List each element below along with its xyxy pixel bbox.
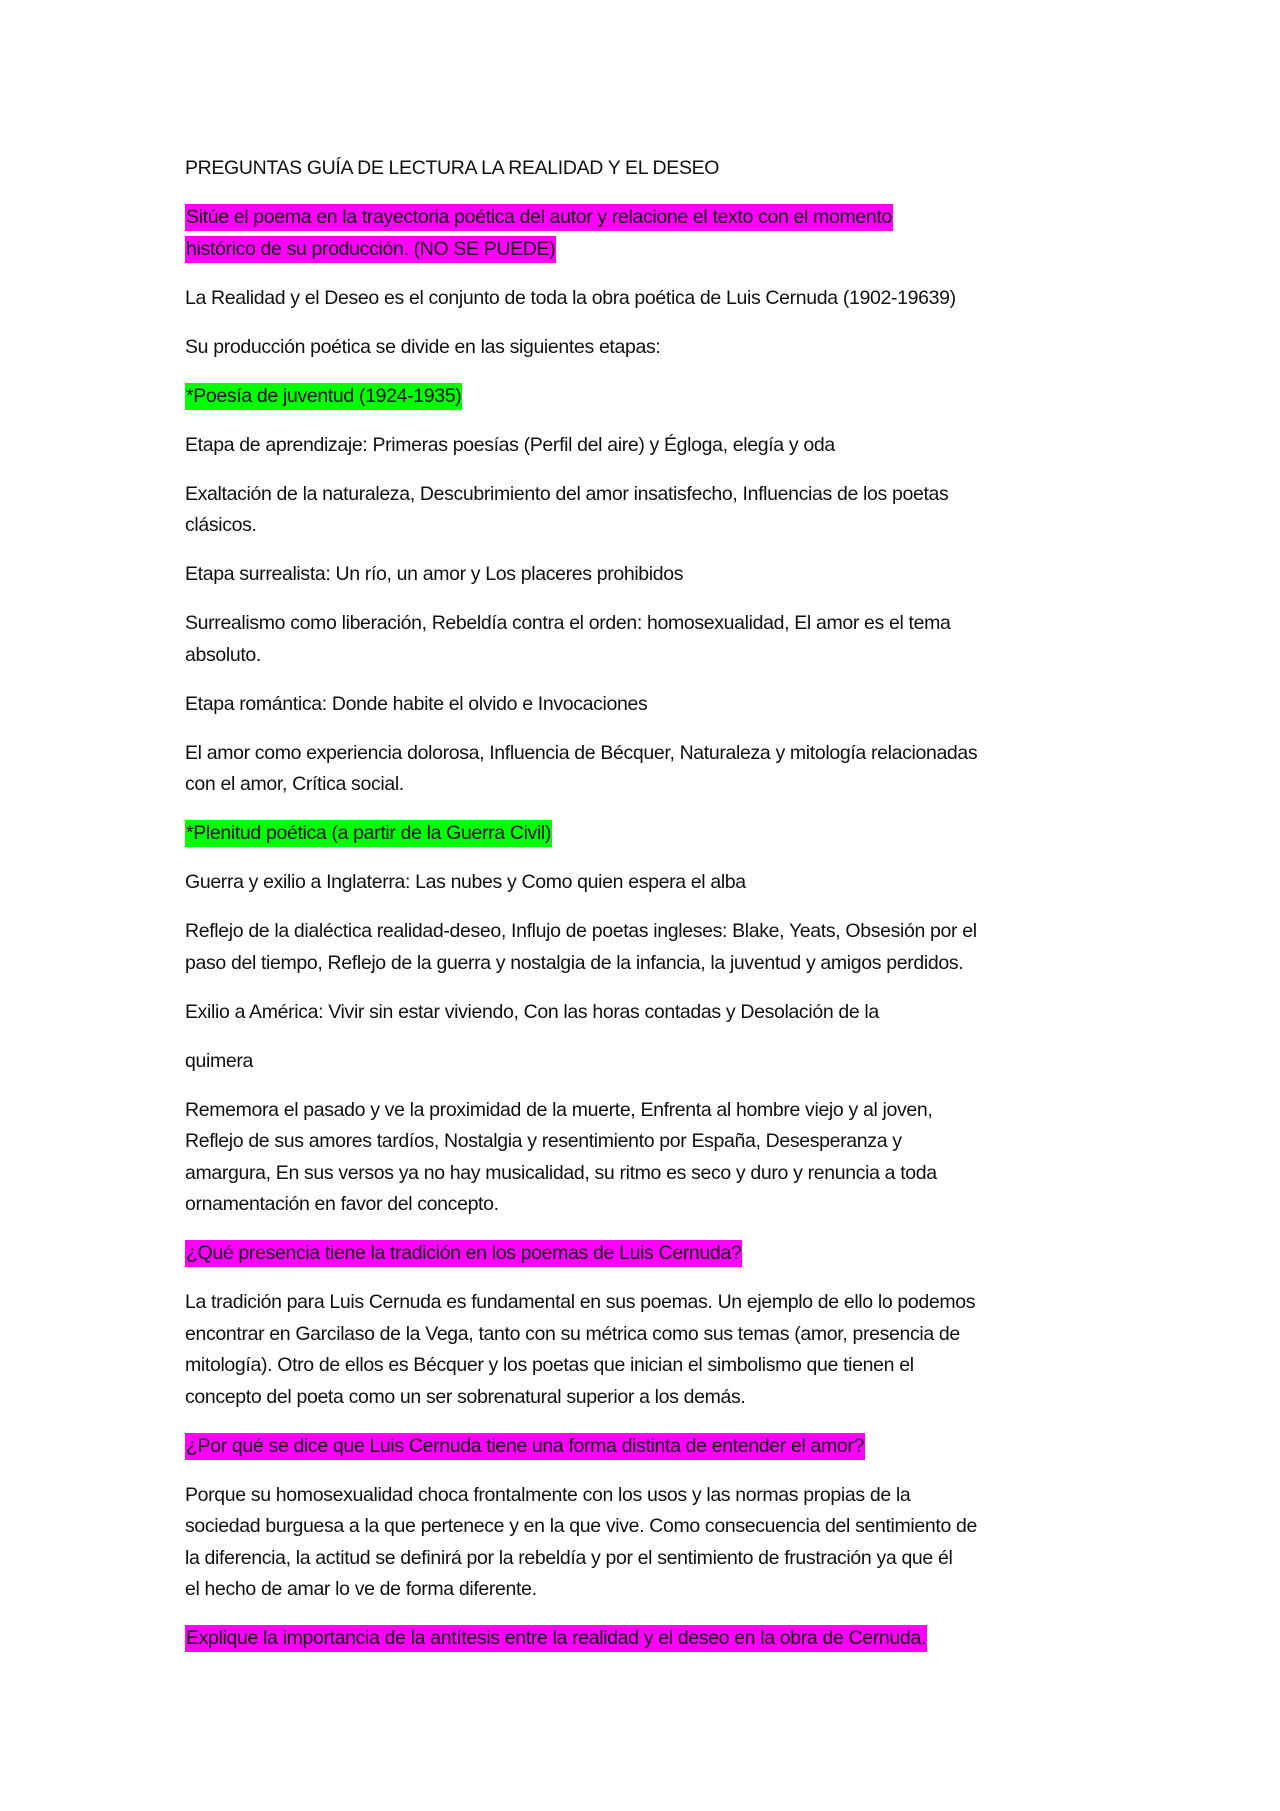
line-text: histórico de su producción. (NO SE PUEDE) bbox=[185, 236, 556, 263]
text-line bbox=[185, 332, 1115, 364]
body-paragraph bbox=[185, 1046, 1115, 1078]
text-line bbox=[185, 479, 1115, 511]
body-paragraph bbox=[185, 1287, 1115, 1413]
body-paragraph bbox=[185, 867, 1115, 899]
line-text: La Realidad y el Deseo es el conjunto de toda la obra poética de Luis Cernuda (1902-19639) bbox=[185, 286, 956, 309]
line-text: Guerra y exilio a Inglaterra: Las nubes y Como quien espera el alba bbox=[185, 871, 746, 893]
body-paragraph bbox=[185, 738, 1115, 801]
line-text: el hecho de amar lo ve de forma diferente. bbox=[185, 1578, 537, 1600]
line-text: Rememora el pasado y ve la proximidad de la muerte, Enfrenta al hombre viejo y al joven, bbox=[185, 1098, 933, 1121]
question-heading bbox=[185, 1238, 1115, 1270]
line-text: Reflejo de sus amores tardíos, Nostalgia y resentimiento por España, Desesperanza y bbox=[185, 1130, 902, 1152]
line-text: absoluto. bbox=[185, 643, 261, 666]
line-text: ¿Qué presencia tiene la tradición en los poemas de Luis Cernuda? bbox=[185, 1240, 742, 1267]
line-text: La tradición para Luis Cernuda es fundamental en sus poemas. Un ejemplo de ello lo podemos bbox=[185, 1291, 976, 1313]
text-line bbox=[185, 916, 1115, 948]
line-text: la diferencia, la actitud se definirá por la rebeldía y por el sentimiento de frustración ya que él bbox=[185, 1546, 953, 1569]
body-paragraph bbox=[185, 916, 1115, 979]
body-paragraph bbox=[185, 559, 1115, 591]
body-paragraph bbox=[185, 997, 1115, 1029]
text-line bbox=[185, 1623, 1115, 1655]
line-text: Etapa romántica: Donde habite el olvido e Invocaciones bbox=[185, 692, 648, 715]
text-line bbox=[185, 1046, 1115, 1078]
line-text: con el amor, Crítica social. bbox=[185, 773, 404, 795]
text-line bbox=[185, 381, 1115, 413]
text-line bbox=[185, 510, 1115, 542]
text-line bbox=[185, 1238, 1115, 1270]
text-line bbox=[185, 1095, 1115, 1127]
line-text: quimera bbox=[185, 1049, 253, 1072]
line-text: mitología). Otro de ellos es Bécquer y los poetas que inician el simbolismo que tienen el bbox=[185, 1354, 914, 1376]
text-line bbox=[185, 818, 1115, 850]
text-line bbox=[185, 1350, 1115, 1382]
question-heading bbox=[185, 202, 1115, 265]
body-paragraph bbox=[185, 1480, 1115, 1606]
text-line bbox=[185, 689, 1115, 721]
text-line bbox=[185, 1543, 1115, 1575]
text-line bbox=[185, 1287, 1115, 1319]
line-text: Su producción poética se divide en las siguientes etapas: bbox=[185, 335, 661, 358]
line-text: Sitúe el poema en la trayectoria poética del autor y relacione el texto con el momento bbox=[185, 204, 893, 231]
line-text: El amor como experiencia dolorosa, Influencia de Bécquer, Naturaleza y mitología relacionadas bbox=[185, 741, 978, 764]
question-heading bbox=[185, 1431, 1115, 1463]
line-text: Exaltación de la naturaleza, Descubrimiento del amor insatisfecho, Influencias de los poetas bbox=[185, 482, 949, 505]
line-text: *Poesía de juventud (1924-1935) bbox=[185, 383, 462, 410]
line-text: encontrar en Garcilaso de la Vega, tanto con su métrica como sus temas (amor, presencia de bbox=[185, 1322, 960, 1345]
line-text: Surrealismo como liberación, Rebeldía contra el orden: homosexualidad, El amor es el tema bbox=[185, 612, 951, 634]
line-text: Exilio a América: Vivir sin estar viviendo, Con las horas contadas y Desolación de la bbox=[185, 1000, 879, 1023]
body-paragraph bbox=[185, 689, 1115, 721]
text-line bbox=[185, 1511, 1115, 1543]
text-line bbox=[185, 1480, 1115, 1512]
section-heading bbox=[185, 818, 1115, 850]
text-line bbox=[185, 283, 1115, 315]
body-paragraph bbox=[185, 608, 1115, 671]
text-line bbox=[185, 948, 1115, 980]
text-line bbox=[185, 1574, 1115, 1606]
text-line bbox=[185, 997, 1115, 1029]
line-text: sociedad burguesa a la que pertenece y en la que vive. Como consecuencia del sentimiento de bbox=[185, 1515, 978, 1537]
line-text: Porque su homosexualidad choca frontalmente con los usos y las normas propias de la bbox=[185, 1483, 911, 1506]
text-line bbox=[185, 430, 1115, 462]
body-paragraph bbox=[185, 479, 1115, 542]
text-line bbox=[185, 608, 1115, 640]
text-line bbox=[185, 769, 1115, 801]
text-line bbox=[185, 153, 1115, 185]
body-paragraph bbox=[185, 332, 1115, 364]
line-text: Explique la importancia de la antítesis entre la realidad y el deseo en la obra de Cernuda. bbox=[185, 1625, 927, 1652]
body-paragraph bbox=[185, 1095, 1115, 1221]
text-line bbox=[185, 1319, 1115, 1351]
body-paragraph bbox=[185, 430, 1115, 462]
line-text: concepto del poeta como un ser sobrenatural superior a los demás. bbox=[185, 1385, 746, 1408]
line-text: PREGUNTAS GUÍA DE LECTURA LA REALIDAD Y EL DESEO bbox=[185, 157, 720, 179]
line-text: amargura, En sus versos ya no hay musicalidad, su ritmo es seco y duro y renuncia a toda bbox=[185, 1161, 937, 1184]
section-heading bbox=[185, 381, 1115, 413]
line-text: paso del tiempo, Reflejo de la guerra y nostalgia de la infancia, la juventud y amigos perdidos. bbox=[185, 951, 964, 974]
text-line bbox=[185, 202, 1115, 234]
text-line bbox=[185, 1126, 1115, 1158]
question-heading bbox=[185, 1623, 1115, 1655]
text-line bbox=[185, 738, 1115, 770]
document-page bbox=[185, 153, 1115, 1672]
text-line bbox=[185, 1431, 1115, 1463]
line-text: ornamentación en favor del concepto. bbox=[185, 1193, 499, 1215]
text-line bbox=[185, 640, 1115, 672]
text-line bbox=[185, 1189, 1115, 1221]
text-line bbox=[185, 559, 1115, 591]
body-paragraph bbox=[185, 283, 1115, 315]
document-title bbox=[185, 153, 1115, 185]
text-line bbox=[185, 867, 1115, 899]
text-line bbox=[185, 1158, 1115, 1190]
line-text: Reflejo de la dialéctica realidad-deseo, Influjo de poetas ingleses: Blake, Yeats, Obsesión por el bbox=[185, 920, 977, 942]
text-line bbox=[185, 1382, 1115, 1414]
line-text: Etapa de aprendizaje: Primeras poesías (Perfil del aire) y Égloga, elegía y oda bbox=[185, 433, 835, 456]
line-text: clásicos. bbox=[185, 514, 257, 536]
line-text: *Plenitud poética (a partir de la Guerra Civil) bbox=[185, 820, 552, 847]
line-text: Etapa surrealista: Un río, un amor y Los placeres prohibidos bbox=[185, 563, 684, 585]
line-text: ¿Por qué se dice que Luis Cernuda tiene una forma distinta de entender el amor? bbox=[185, 1433, 865, 1460]
text-line bbox=[185, 234, 1115, 266]
